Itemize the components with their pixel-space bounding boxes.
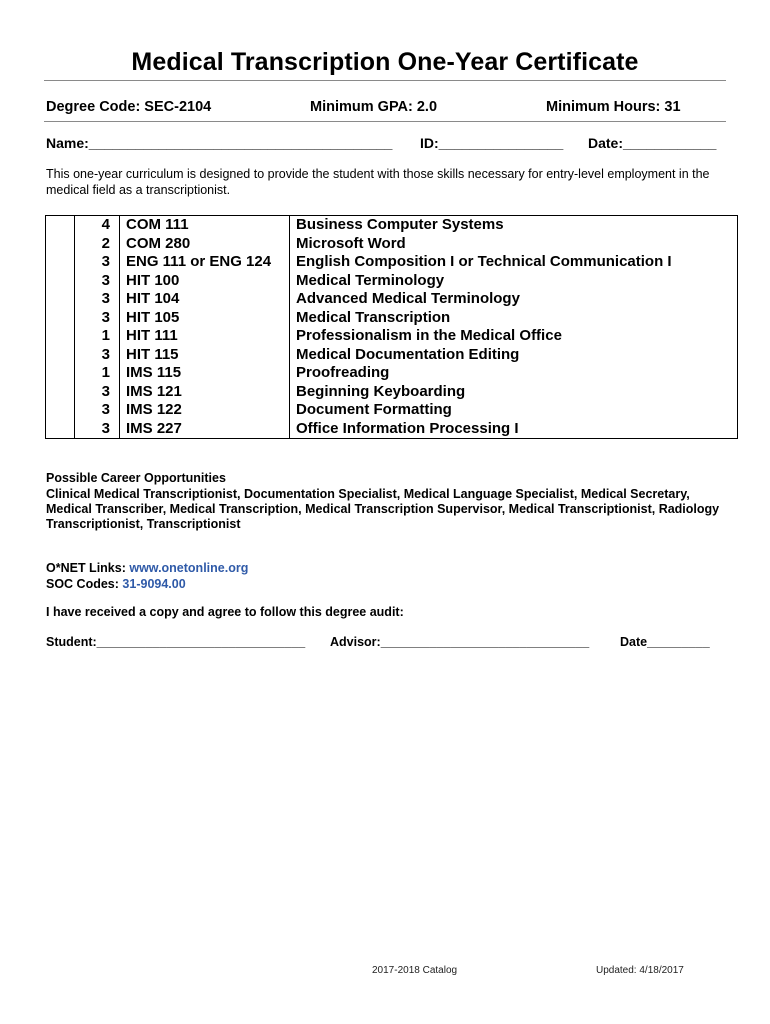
course-title: Business Computer Systems (296, 216, 504, 234)
course-hours: 3 (75, 253, 120, 272)
course-row (46, 420, 738, 439)
course-row (46, 383, 738, 402)
onet-links (46, 561, 248, 575)
course-row (46, 364, 738, 383)
course-code: IMS 227 (120, 420, 290, 439)
page-title: Medical Transcription One-Year Certificate (131, 48, 639, 76)
course-row (46, 401, 738, 420)
course-hours: 1 (75, 327, 120, 346)
course-row (46, 253, 738, 272)
soc-codes (46, 577, 186, 591)
course-title: Medical Terminology (296, 271, 445, 289)
course-checkbox[interactable] (46, 235, 75, 254)
course-hours: 4 (75, 216, 120, 235)
course-title: Proofreading (296, 364, 390, 382)
course-hours: 3 (75, 290, 120, 309)
course-row (46, 272, 738, 291)
course-title: Office Information Processing I (296, 419, 519, 437)
course-checkbox[interactable] (46, 216, 75, 235)
course-checkbox[interactable] (46, 364, 75, 383)
course-checkbox[interactable] (46, 383, 75, 402)
career-list: Clinical Medical Transcriptionist, Documentation Specialist, Medical Language Specialist, Medical Secretary, Medical Transcriber, Medical Transcription, Medical Transcription Supervisor, Medical Transcriptionist, Radiology Transcriptionist, Transcriptionist (46, 487, 720, 531)
course-row (46, 327, 738, 346)
course-code: IMS 121 (120, 383, 290, 402)
course-hours: 2 (75, 235, 120, 254)
course-title: Advanced Medical Terminology (296, 290, 520, 308)
curriculum-description: This one-year curriculum is designed to provide the student with those skills necessary for entry-level employment in the medical field as a transcriptionist. (46, 167, 710, 197)
course-hours: 3 (75, 309, 120, 328)
course-code: ENG 111 or ENG 124 (120, 253, 290, 272)
course-title: Professionalism in the Medical Office (296, 327, 562, 345)
soc-label: SOC Codes: (46, 577, 119, 591)
course-title: English Composition I or Technical Communication I (296, 253, 672, 271)
course-title: Document Formatting (296, 401, 452, 419)
name-field[interactable]: Name:_______________________________________ (46, 135, 393, 151)
soc-code-link[interactable]: 31-9094.00 (122, 577, 186, 591)
course-code: HIT 100 (120, 272, 290, 291)
course-hours: 3 (75, 383, 120, 402)
minimum-hours: Minimum Hours: 31 (546, 99, 681, 115)
course-code: IMS 115 (120, 364, 290, 383)
course-code: HIT 115 (120, 346, 290, 365)
onet-label: O*NET Links: (46, 561, 126, 575)
catalog-year: 2017-2018 Catalog (372, 965, 458, 976)
course-table (45, 215, 738, 439)
advisor-signature-field[interactable]: Advisor:______________________________ (330, 635, 590, 649)
header-divider (44, 121, 726, 122)
course-row (46, 216, 738, 235)
date-field[interactable]: Date:____________ (588, 135, 717, 151)
course-title: Beginning Keyboarding (296, 382, 466, 400)
course-hours: 1 (75, 364, 120, 383)
course-checkbox[interactable] (46, 327, 75, 346)
course-title: Medical Transcription (296, 308, 451, 326)
course-checkbox[interactable] (46, 309, 75, 328)
course-code: HIT 111 (120, 327, 290, 346)
course-hours: 3 (75, 401, 120, 420)
course-title: Medical Documentation Editing (296, 345, 520, 363)
course-code: IMS 122 (120, 401, 290, 420)
course-hours: 3 (75, 420, 120, 439)
course-checkbox[interactable] (46, 401, 75, 420)
course-row (46, 309, 738, 328)
course-hours: 3 (75, 346, 120, 365)
signature-date-field[interactable]: Date_________ (620, 635, 710, 649)
student-signature-field[interactable]: Student:______________________________ (46, 635, 306, 649)
course-checkbox[interactable] (46, 346, 75, 365)
course-hours: 3 (75, 272, 120, 291)
course-code: COM 280 (120, 235, 290, 254)
course-title: Microsoft Word (296, 234, 406, 252)
course-code: HIT 104 (120, 290, 290, 309)
course-checkbox[interactable] (46, 253, 75, 272)
course-row (46, 290, 738, 309)
degree-code: Degree Code: SEC-2104 (46, 99, 212, 115)
career-heading: Possible Career Opportunities (46, 471, 226, 485)
agreement-text: I have received a copy and agree to follow this degree audit: (46, 605, 404, 619)
course-checkbox[interactable] (46, 272, 75, 291)
course-code: COM 111 (120, 216, 290, 235)
course-checkbox[interactable] (46, 290, 75, 309)
course-checkbox[interactable] (46, 420, 75, 439)
onet-link[interactable]: www.onetonline.org (129, 561, 249, 575)
title-divider (44, 80, 726, 81)
id-field[interactable]: ID:________________ (420, 135, 564, 151)
minimum-gpa: Minimum GPA: 2.0 (310, 99, 438, 115)
updated-date: Updated: 4/18/2017 (596, 965, 684, 976)
course-row (46, 235, 738, 254)
course-code: HIT 105 (120, 309, 290, 328)
course-row (46, 346, 738, 365)
